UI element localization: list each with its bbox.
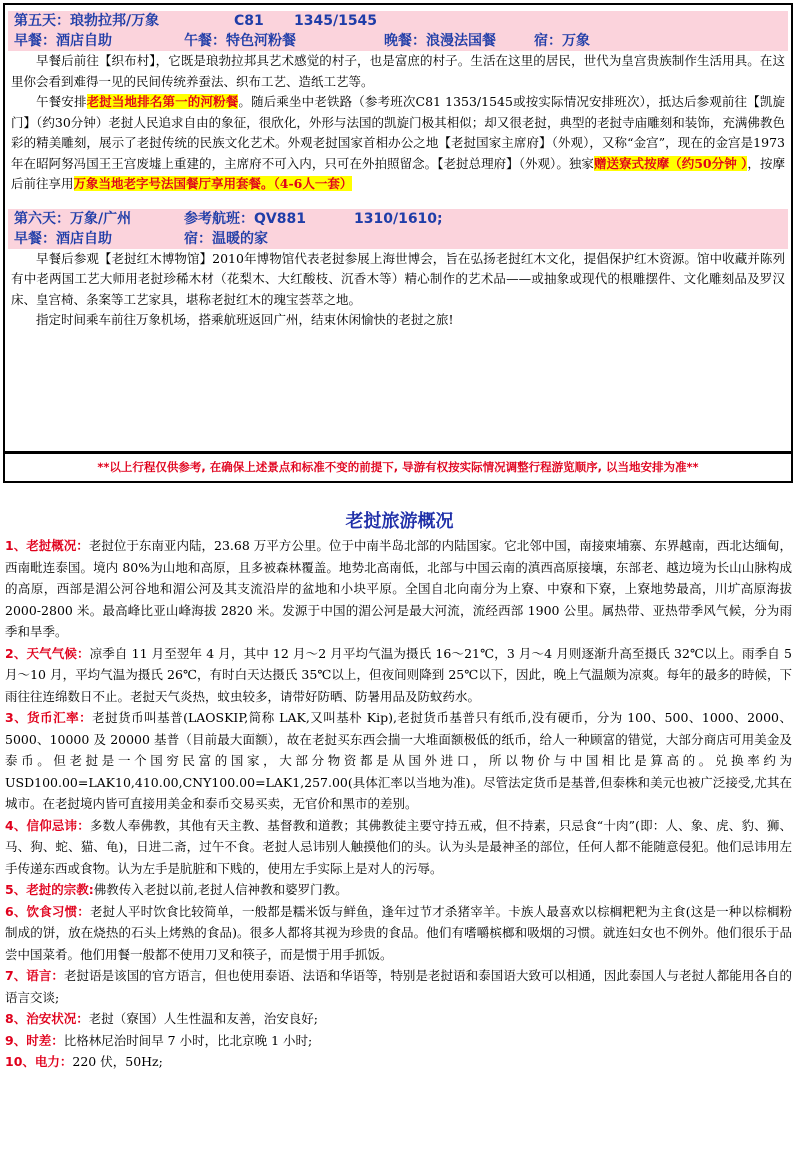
- day5-breakfast: 早餐：酒店自助: [14, 33, 112, 49]
- overview-item: 2、天气气候：凉季自 11 月至翌年 4 月，其中 12 月～2 月平均气温为摄氏 16～21℃，3 月～4 月则逐渐升高至摄氏 32℃以上。雨季自 5 月～10 月，平均气温为摄氏 26℃，有时白天达摄氏 35℃以上，但夜间则降到 25℃以下，因此，晚上气温颇为凉爽。每年的最多的時候，下雨往往连绵数日不止。老挝天气炎热，蚊虫较多，请带好防晒、防暑用品及防蚊药水。: [5, 645, 792, 704]
- day5-p2-c: ，按摩后前往享用: [11, 155, 785, 191]
- day5-dinner: 晚餐：浪漫法国餐: [384, 33, 496, 49]
- overview-item: 10、电力：220 伏，50Hz;: [5, 1054, 163, 1069]
- overview-item: 1、老挝概况：老挝位于东南亚内陆，23.68 万平方公里。位于中南半岛北部的内陆国家。它北邻中国，南接柬埔寨、东界越南，西北达缅甸，西南毗连泰国。境内 80%为山地和高原，且多被森林覆盖。地势北高南低，北部与中国云南的滇西高原接壤，东部老、越边境为长山山脉构成的高原，西部是湄公河谷地和湄公河及其支流沿岸的盆地和小块平原。全国自北向南分为上寮、中寮和下寮，上寮地势最高，川圹高原海拔 2000-2800 米。最高峰比亚山峰海拔 2820 米。发源于中国的湄公河是最大河流，流经西部 1900 公里。属热带、亚热带季风气候，分为雨季和旱季。: [5, 538, 792, 639]
- day5-header: [8, 11, 788, 51]
- overview-item: 4、信仰忌讳：多数人奉佛教，其他有天主教、基督教和道教；其佛教徒主要守持五戒，但不持素，只忌食“十肉”(即：人、象、虎、豹、狮、马、狗、蛇、猫、龟)，日进二斋，过午不食。老挝人忌讳别人触摸他们的头。认为头是最神圣的部位，任何人都不能随意侵犯。他们忌讳用左手传递东西或食物。认为左手是肮脏和下贱的，使用左手实际上是对人的污辱。: [5, 817, 792, 876]
- day5-para1: 早餐后前往【织布村】，它既是琅勃拉邦具艺术感觉的村子，也是富庶的村子。生活在这里的居民，世代为皇宫贵族制作生活用具。在这里你会看到难得一见的民间传统养蚕法、织布工艺、造纸工艺等。: [11, 53, 785, 89]
- day5-flight-time: 1345/1545: [294, 13, 378, 29]
- day5-p2-highlight3: 万象当地老字号法国餐厅享用套餐。（4-6人一套）: [73, 176, 353, 191]
- disclaimer-note: **以上行程仅供参考, 在确保上述景点和标准不变的前提下, 导游有权按实际情况调整行程游览顺序, 以当地安排为准**: [3, 453, 793, 483]
- overview-title: 老挝旅游概况: [345, 511, 454, 532]
- day5-lunch: 午餐：特色河粉餐: [184, 33, 296, 49]
- day6-header: [8, 209, 788, 249]
- day6-para2: 指定时间乘车前往万象机场，搭乘航班返回广州，结束休闲愉快的老挝之旅!: [36, 312, 454, 327]
- day6-para1: 早餐后参观【老挝红木博物馆】2010年博物馆代表老挝参展上海世博会，旨在弘扬老挝红木文化，提倡保护红木资源。馆中收藏并陈列有中老两国工艺大师用老挝珍稀木材（花梨木、大红酸枝、沉香木等）精心制作的艺术品——或抽象或现代的根雕摆件、文化雕刻品及罗汉床、皇宫椅、条案等工艺家具，堪称老挝红木的瑰宝荟萃之地。: [11, 250, 785, 307]
- overview-item: 9、时差：比格林尼治时间早 7 小时，比北京晚 1 小时;: [5, 1032, 313, 1048]
- overview-item: 8、治安状况：老挝（寮国）人生性温和友善，治安良好;: [5, 1011, 318, 1026]
- overview-item: 3、货币汇率：老挝货币叫基普(LAOSKIP,简称 LAK,又叫基朴 Kip),老挝货币基普只有纸币,没有硬币，分为 100、500、1000、2000、5000、10000 及 20000 基普（目前最大面额），故在老挝买东西会揣一大堆面额极低的纸币，给人一种顾富的错觉，大部分商店可用美金及泰币。但老挝是一个国穷民富的国家，大部分物资都是从国外进口，所以物价与中国相比是算高的。兑换率约为 USD100.00=LAK10,410.00,CNY100.00=LAK1,257.00(具体汇率以当地为准)。尽管法定货币是基普,但泰株和美元也被广泛接受,尤其在城市。在老挝境内皆可直接用美金和泰币交易买卖，无官价和黑市的差别。: [5, 710, 792, 811]
- day5-para2: [11, 92, 785, 195]
- overview-section: [5, 535, 792, 1073]
- day5-p2-b: 。随后乘坐中老铁路（参考班次C81 1353/1545或按实际情况安排班次），抵达后参观前往【凯旋门】（约30分钟）老挝人民追求自由的象征，很欣化，外形与法国的凯旋门极其相似；却又很老挝，典型的老挝寺庙雕刻和装饰，充满佛教色彩的精美雕刻，展示了老挝传统的民族文化艺术。外观老挝国家首相办公之地【老挝国家主席府】（外观），又称“金宫”，现在的金宫是1973年在昭阿努冯国王王宫废墟上重建的，主席府不可入内，只可在外拍照留念。【老挝总理府】（外观）。独家: [11, 94, 785, 171]
- day5-title: 第五天：琅勃拉邦/万象: [14, 13, 160, 29]
- day6-breakfast: 早餐：酒店自助: [14, 230, 112, 247]
- day5-stay: 宿：万象: [534, 33, 590, 49]
- overview-item: 6、饮食习惯：老挝人平时饮食比较简单，一般都是糯米饭与鲜鱼，逢年过节才杀猪宰羊。卡族人最喜欢以棕榈粑粑为主食(这是一种以棕榈粉制成的饼，放在烧热的石头上烤熟的食品)。很多人都将其视为珍贵的食品。他们有嗜嚼槟榔和吸烟的习惯。就连妇女也不例外。他们很乐于品尝中国菜肴。他们用餐一般都不使用刀叉和筷子，而是惯于用手抓饭。: [5, 903, 792, 962]
- itinerary-box: [3, 3, 793, 453]
- day6-stay: 宿：温暖的家: [184, 230, 268, 247]
- day6-flight: 参考航班：QV881: [184, 210, 306, 227]
- day5-p2-a: 午餐安排: [36, 94, 87, 109]
- day5-p2-highlight: 老挝当地排名第一的河粉餐: [86, 94, 239, 109]
- day6-flight-time: 1310/1610;: [354, 210, 443, 227]
- day6-title: 第六天：万象/广州: [14, 210, 132, 227]
- day5-p2-highlight2: 赠送寮式按摩（约50分钟 ）: [593, 155, 748, 171]
- day5-flight: C81: [234, 13, 264, 29]
- overview-item: 5、老挝的宗教:佛教传入老挝以前,老挝人信神教和婆罗门教。: [5, 882, 348, 897]
- overview-item: 7、语言：老挝语是该国的官方语言，但也使用泰语、法语和华语等，特别是老挝语和泰国语大致可以相通，因此泰国人与老挝人都能用各自的语言交谈;: [5, 968, 792, 1005]
